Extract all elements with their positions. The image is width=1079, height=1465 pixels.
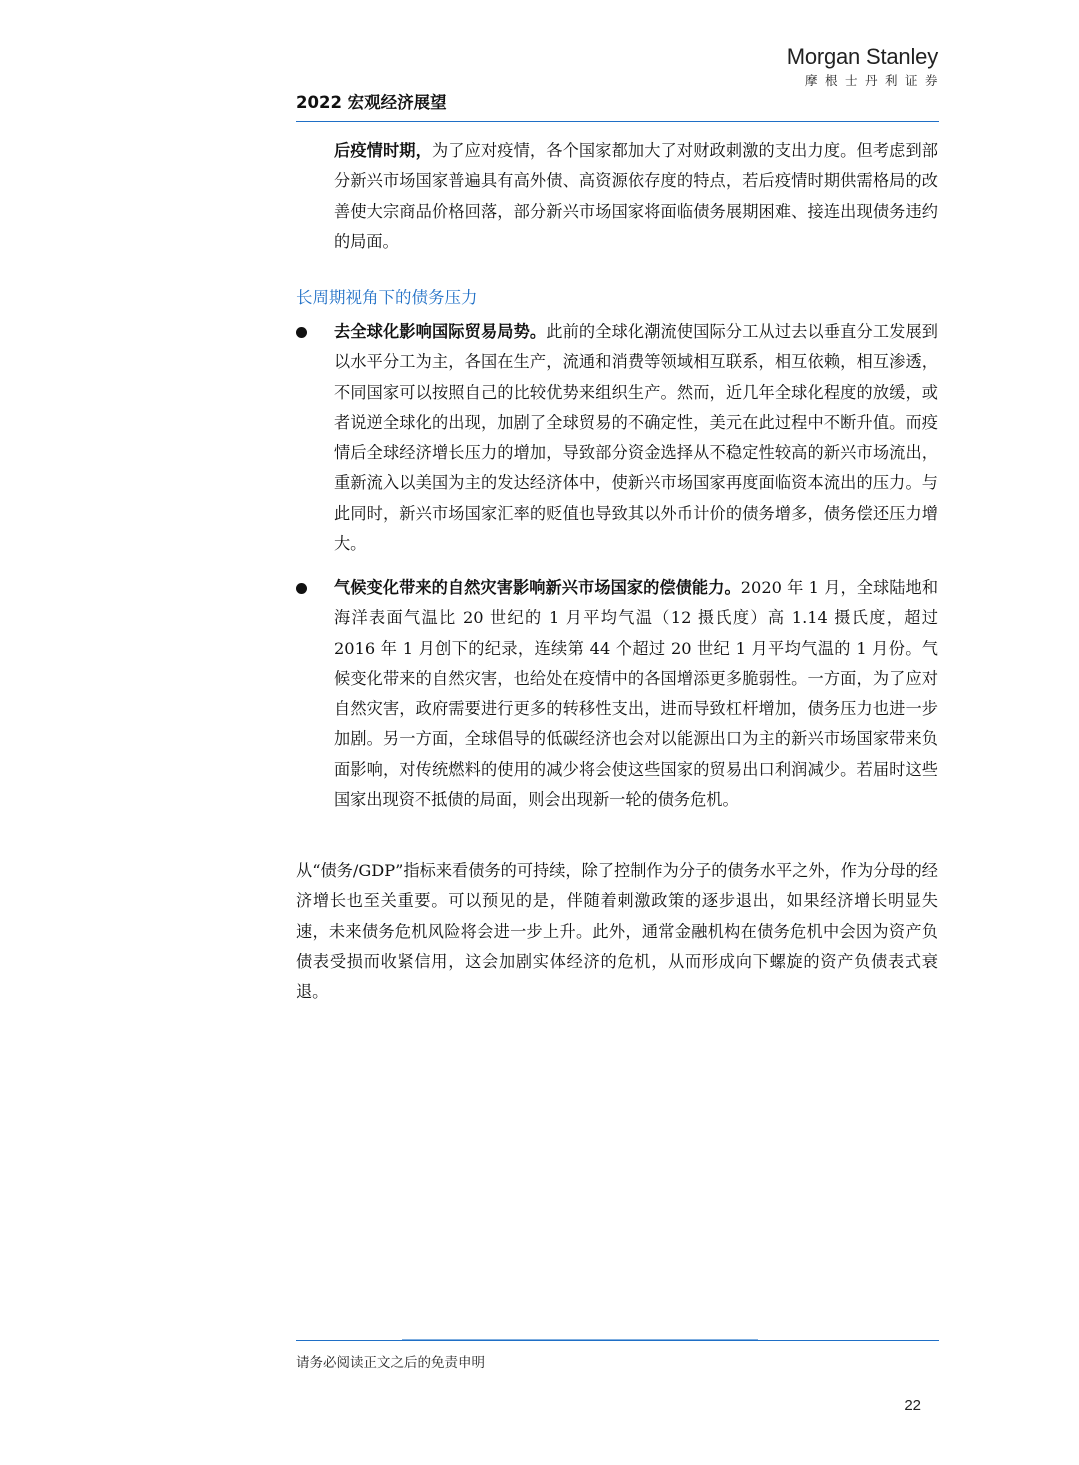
bullet-lead: 气候变化带来的自然灾害影响新兴市场国家的偿债能力。 xyxy=(334,578,741,597)
bullet-lead: 去全球化影响国际贸易局势。 xyxy=(334,322,547,341)
section-heading: 长周期视角下的债务压力 xyxy=(296,288,478,307)
bullet-dot-icon xyxy=(296,327,307,338)
bullet-dot-icon xyxy=(296,583,307,594)
footer-divider-accent xyxy=(402,1339,758,1340)
closing-paragraph: 从“债务/GDP”指标来看债务的可持续，除了控制作为分子的债务水平之外，作为分母的经济增长也至关重要。可以预见的是，伴随着刺激政策的逐步退出，如果经济增长明显失速，未来债务危机风险将会进一步上升。此外，通常金融机构在债务危机中会因为资产负债表受损而收紧信用，这会加剧实体经济的危机，从而形成向下螺旋的资产负债表式衰退。 xyxy=(296,861,938,1002)
intro-lead: 后疫情时期， xyxy=(334,141,432,160)
brand-logo xyxy=(786,44,945,89)
report-title: 2022 宏观经济展望 xyxy=(296,93,447,112)
header-divider xyxy=(296,121,939,122)
bullet-text: 此前的全球化潮流使国际分工从过去以垂直分工发展到以水平分工为主，各国在生产，流通和消费等领域相互联系，相互依赖，相互渗透，不同国家可以按照自己的比较优势来组织生产。然而，近几年全球化程度的放缓，或者说逆全球化的出现，加剧了全球贸易的不确定性，美元在此过程中不断升值。而疫情后全球经济增长压力的增加，导致部分资金选择从不稳定性较高的新兴市场流出，重新流入以美国为主的发达经济体中，使新兴市场国家再度面临资本流出的压力。与此同时，新兴市场国家汇率的贬值也导致其以外币计价的债务增多，债务偿还压力增大。 xyxy=(334,322,938,554)
footer-divider xyxy=(296,1340,939,1341)
bullet-paragraph-deglobalization xyxy=(334,317,938,559)
intro-text: 为了应对疫情，各个国家都加大了对财政刺激的支出力度。但考虑到部分新兴市场国家普遍具有高外债、高资源依存度的特点，若后疫情时期供需格局的改善使大宗商品价格回落，部分新兴市场国家将面临债务展期困难、接连出现债务违约的局面。 xyxy=(334,141,938,251)
brand-name: Morgan Stanley xyxy=(786,44,938,69)
page-number: 22 xyxy=(904,1397,921,1414)
intro-paragraph xyxy=(334,136,938,257)
disclaimer-note: 请务必阅读正文之后的免责申明 xyxy=(296,1355,485,1371)
brand-name-cn: 摩根士丹利证券 xyxy=(804,73,945,88)
bullet-text: 2020 年 1 月，全球陆地和海洋表面气温比 20 世纪的 1 月平均气温（12 摄氏度）高 1.14 摄氏度，超过 2016 年 1 月创下的纪录，连续第 44 个超过 20 世纪 1 月平均气温的 1 月份。气候变化带来的自然灾害，也给处在疫情中的各国增添更多脆弱性。一方面，为了应对自然灾害，政府需要进行更多的转移性支出，进而导致杠杆增加，债务压力也进一步加剧。另一方面，全球倡导的低碳经济也会对以能源出口为主的新兴市场国家带来负面影响，对传统燃料的使用的减少将会使这些国家的贸易出口利润减少。若届时这些国家出现资不抵债的局面，则会出现新一轮的债务危机。 xyxy=(334,578,939,810)
bullet-paragraph-climate xyxy=(334,573,938,815)
